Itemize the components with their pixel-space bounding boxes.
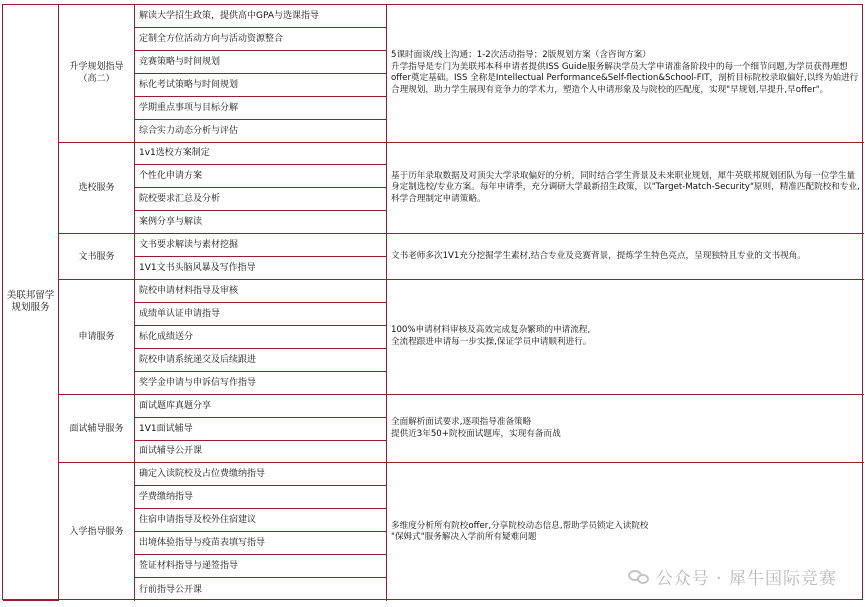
service-item: 竞赛策略与时间规划: [135, 51, 387, 74]
service-item: 文书要求解读与素材挖掘: [135, 234, 387, 257]
service-item: 综合实力动态分析与评估: [135, 120, 387, 143]
group-title: 入学指导服务: [69, 527, 124, 538]
group-name-essay: [59, 234, 135, 280]
group-description: [387, 395, 864, 464]
description-line: 全面解析面试要求,逐项指导准备策略: [391, 417, 532, 428]
group-description: [387, 143, 864, 235]
service-item: 解读大学招生政策，提供高中GPA与选课指导: [135, 5, 387, 28]
description-line: "保姆式"服务解决入学前所有疑难问题: [391, 532, 537, 543]
description-line: 100%申请材料审核及高效完成复杂繁琐的申请流程,: [391, 325, 591, 336]
group-description: [387, 280, 864, 395]
service-item: 院校申请材料指导及审核: [135, 280, 387, 303]
group-name-enrollment: [59, 463, 135, 601]
services-table: [2, 4, 863, 600]
service-item: 成绩单认证申请指导: [135, 303, 387, 326]
service-item: 学费缴纳指导: [135, 486, 387, 509]
group-name-school-selection: [59, 143, 135, 235]
service-item: 住宿申请指导及校外住宿建议: [135, 509, 387, 532]
description-line: 全流程跟进申请每一步实操,保证学员申请顺利进行。: [391, 336, 592, 347]
service-item: 案例分享与解读: [135, 211, 387, 234]
wechat-icon: [628, 568, 650, 586]
group-title: 面试辅导服务: [69, 423, 124, 434]
group-description: [387, 234, 864, 280]
group-subtitle: （高二）: [78, 74, 115, 85]
group-name-planning: [59, 5, 135, 143]
service-item: 学期重点事项与目标分解: [135, 97, 387, 120]
service-item: 个性化申请方案: [135, 165, 387, 188]
group-title: 选校服务: [78, 182, 115, 193]
description-line: 基于历年录取数据及对顶尖大学录取偏好的分析，同时结合学生背景及未来职业规划，犀牛英联邦规划团队为每一位学生量身定制选校/专业方案。每年申请季，充分调研大学最新招生政策，以"Target-Match-Security"原则，精准匹配院校和专业,科学合理制定申请策略。: [391, 170, 860, 204]
service-item: 院校申请系统递交及后续跟进: [135, 349, 387, 372]
group-title: 升学规划指导: [69, 62, 124, 73]
group-title: 文书服务: [78, 251, 115, 262]
group-title: 申请服务: [78, 331, 115, 342]
service-item: 签证材料指导与递签指导: [135, 555, 387, 578]
group-name-interview: [59, 395, 135, 464]
group-description: [387, 5, 864, 143]
service-item: 行前指导公开课: [135, 578, 387, 601]
service-item: 面试辅导公开课: [135, 441, 387, 464]
service-item: 奖学金申请与申诉信写作指导: [135, 372, 387, 395]
service-item: 面试题库真题分享: [135, 395, 387, 418]
service-item: 1V1面试辅导: [135, 418, 387, 441]
service-item: 定制全方位活动方向与活动资源整合: [135, 28, 387, 51]
description-line: 多维度分析所有院校offer,分享院校动态信息,帮助学员锁定入读院校: [391, 520, 649, 531]
group-name-application: [59, 280, 135, 395]
service-item: 院校要求汇总及分析: [135, 188, 387, 211]
service-item: 出境体验指导与疫苗表填写指导: [135, 532, 387, 555]
service-item: 1V1文书头脑风暴及写作指导: [135, 257, 387, 280]
watermark-text: 公众号 · 犀牛国际竞赛: [655, 569, 837, 589]
service-category-label: 美联邦留学规划服务: [6, 290, 55, 314]
description-line: 文书老师多次1V1充分挖掘学生素材,结合专业及竞赛背景，提炼学生特色亮点，呈现独特且专业的文书视角。: [391, 250, 806, 261]
watermark: [628, 564, 837, 589]
service-category: [3, 5, 59, 601]
service-item: 标化考试策略与时间规划: [135, 74, 387, 97]
service-item: 标化成绩送分: [135, 326, 387, 349]
description-line: 5课时面谈/线上沟通；1-2次活动指导；2版规划方案（含咨询方案）: [391, 50, 651, 61]
service-item: 确定入读院校及占位费缴纳指导: [135, 463, 387, 486]
description-line: 升学指导是专门为美联邦本科申请者提供ISS Guide服务解决学员大学申请准备阶段中的每一个细节问题,为学员获得理想offer奠定基础。ISS 全称是Intellectual Performance&Self-flection&School-FIT，剖析目标院校录取偏好,以终为始进行合理规划，助力学生展现有竞争力的学术力，塑造个人申请形象及与院校的匹配度，实现"早规划,早提升,早offer"。: [391, 61, 859, 95]
description-line: 提供近3年50+院校面试题库，实现有备而战: [391, 428, 561, 439]
service-item: 1v1选校方案制定: [135, 143, 387, 166]
